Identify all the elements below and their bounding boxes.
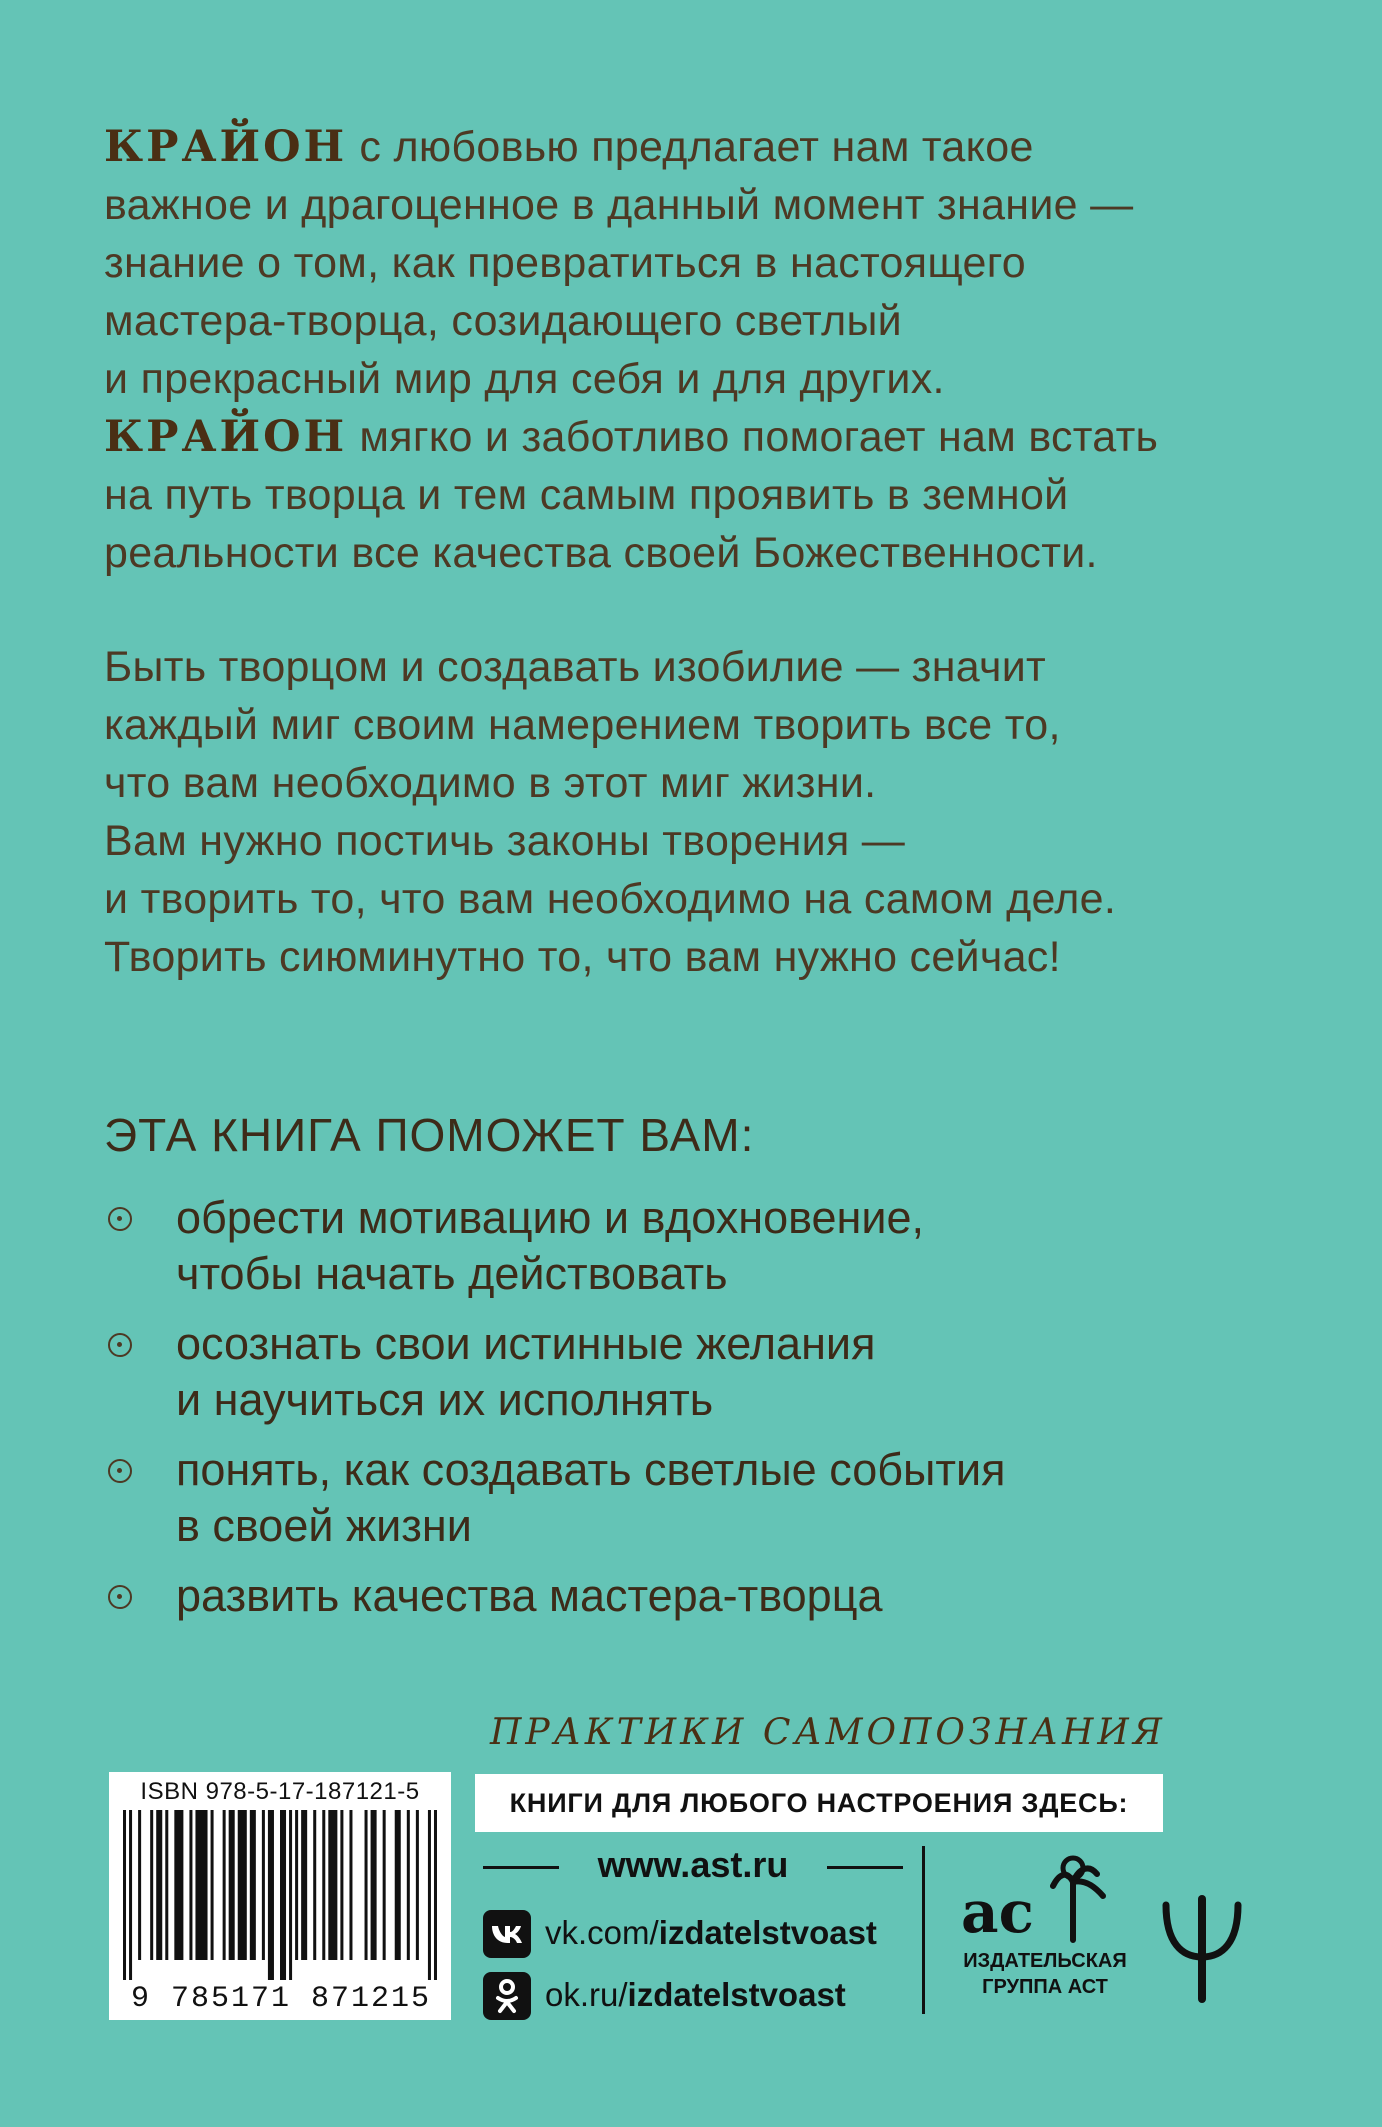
divider-line [827,1866,903,1869]
brand-name-kryon: КРАЙОН [104,412,348,462]
benefits-heading: ЭТА КНИГА ПОМОЖЕТ ВАМ: [104,1109,755,1161]
quote-line: Творить сиюминутно то, что вам нужно сейчас! [104,933,1061,981]
intro-line: реальности все качества своей Божественности. [104,529,1098,577]
intro-line: КРАЙОН с любовью предлагает нам такое [104,122,1034,172]
odnoklassniki-icon [483,1972,531,2020]
ast-logo-icon [955,1852,1135,1944]
circle-bullet-icon [108,1207,132,1231]
barcode-digits: 9 785171 871215 [130,1982,432,2016]
list-item: развить качества мастера-творца [104,1568,1304,1624]
website-link[interactable]: www.ast.ru [597,1844,789,1885]
quote-line: Быть творцом и создавать изобилие — значит [104,643,1047,691]
list-item: обрести мотивацию и вдохновение, чтобы начать действовать [104,1190,1304,1302]
circle-bullet-icon [108,1459,132,1483]
circle-bullet-icon [108,1333,132,1357]
intro-line: на путь творца и тем самым проявить в земной [104,471,1069,519]
publisher-logo-caption: ИЗДАТЕЛЬСКАЯ ГРУППА АСТ [963,1950,1127,1998]
quote-line: Вам нужно постичь законы творения — [104,817,906,865]
isbn-label: ISBN 978-5-17-187121-5 [140,1778,420,1805]
vk-icon [483,1910,531,1958]
isbn-barcode [109,1772,451,2020]
intro-line: важное и драгоценное в данный момент знание — [104,181,1134,229]
publisher-banner: КНИГИ ДЛЯ ЛЮБОГО НАСТРОЕНИЯ ЗДЕСЬ: [475,1774,1163,1832]
list-item: понять, как создавать светлые события в своей жизни [104,1442,1304,1554]
intro-line: КРАЙОН мягко и заботливо помогает нам встать [104,412,1159,462]
intro-paragraph [104,118,1304,582]
quote-line: что вам необходимо в этот миг жизни. [104,759,877,807]
barcode-bars-icon [123,1810,437,1980]
intro-line: и прекрасный мир для себя и для других. [104,355,945,403]
vertical-divider [922,1846,925,2014]
benefits-list [104,1190,1304,1638]
svg-text:ас: ас [961,1878,1034,1944]
circle-bullet-icon [108,1585,132,1609]
brand-name-kryon: КРАЙОН [104,122,348,172]
quote-line: и творить то, что вам необходимо на самом деле. [104,875,1117,923]
quote-paragraph [104,638,1304,986]
divider-line [483,1866,559,1869]
intro-line: знание о том, как превратиться в настоящего [104,239,1026,287]
website-row [483,1840,903,1890]
intro-line: мастера-творца, созидающего светлый [104,297,903,345]
list-item: осознать свои истинные желания и научиться их исполнять [104,1316,1304,1428]
quote-line: каждый миг своим намерением творить все то, [104,701,1061,749]
series-title: ПРАКТИКИ САМОПОЗНАНИЯ [490,1712,1166,1753]
psi-symbol-icon [1156,1895,1248,2003]
